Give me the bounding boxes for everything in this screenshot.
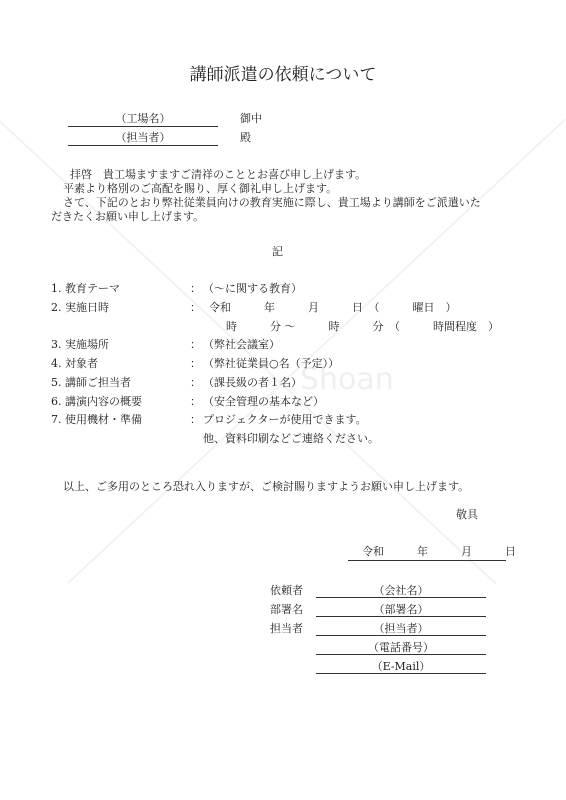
item-colon: ： [190,413,201,426]
item-value-theme: （～に関する教育） [203,282,302,295]
date-underline [348,560,506,561]
item-value-equipment-note: 他、資料印刷などご連絡ください。 [203,432,379,445]
item-label-summary: 6. 講演内容の概要 [51,395,142,408]
item-value-place: （弊社会議室） [203,338,280,351]
item-label-place: 3. 実施場所 [51,338,109,351]
recipient-person-underline [68,145,218,146]
requester-department-underline [316,616,486,617]
item-value-date: 令和 年 月 日 （ 曜日 ） [209,301,457,314]
requester-company-underline [316,597,486,598]
requester-phone: （電話番号） [368,641,434,654]
item-value-target: （弊社従業員○名（予定）） [203,357,340,370]
label-person: 担当者 [270,622,303,635]
item-colon: ： [190,395,201,408]
item-label-datetime: 2. 実施日時 [51,301,109,314]
intro-line: 平素より格別のご高配を賜り、厚く御礼申し上げます。 [63,182,338,195]
intro-line: だきたくお願い申し上げます。 [51,210,205,223]
item-value-summary: （安全管理の基本など） [203,395,324,408]
label-department: 部署名 [270,603,303,616]
closing-text: 以上、ご多用のところ恐れ入りますが、ご検討賜りますようお願い申し上げます。 [63,480,470,493]
item-label-contact: 5. 講師ご担当者 [51,376,131,389]
item-label-theme: 1. 教育テーマ [51,282,120,295]
recipient-factory-underline [68,126,218,127]
item-label-target: 4. 対象者 [51,357,98,370]
item-label-equipment: 7. 使用機材・準備 [51,413,142,426]
item-value-contact: （課長級の者１名） [203,376,302,389]
requester-person-underline [316,635,486,636]
recipient-honorific-dono: 殿 [240,131,251,144]
requester-company: （会社名） [373,584,429,597]
requester-person: （担当者） [373,622,429,635]
recipient-honorific-onchu: 御中 [240,112,262,125]
intro-line: 拝啓 貴工場ますますご清祥のこととお喜び申し上げます。 [70,168,367,181]
item-colon: ： [190,282,201,295]
requester-email: （E-Mail） [371,660,431,673]
intro-line: さて、下記のとおり弊社従業員向けの教育実施に際し、貴工場より講師をご派遣いた [63,196,481,209]
item-value-time: 時 分 ～ 時 分 （ 時間程度 ） [226,320,499,333]
label-requester: 依頼者 [270,584,303,597]
item-value-equipment: プロジェクターが使用できます。 [203,413,367,426]
document-title: 講師派遣の依頼について [189,65,377,85]
requester-department: （部署名） [373,603,429,616]
ki-heading: 記 [272,245,283,258]
requester-email-underline [316,673,486,674]
requester-phone-underline [316,654,486,655]
item-colon: ： [190,357,201,370]
item-colon: ： [190,376,201,389]
date-line: 令和 年 月 日 [362,545,516,558]
recipient-factory: （工場名） [115,112,171,125]
item-colon: ： [190,301,201,314]
item-colon: ： [190,338,201,351]
keigu: 敬具 [456,508,478,521]
recipient-person: （担当者） [115,131,171,144]
watermark-text: Shoan [300,362,394,397]
